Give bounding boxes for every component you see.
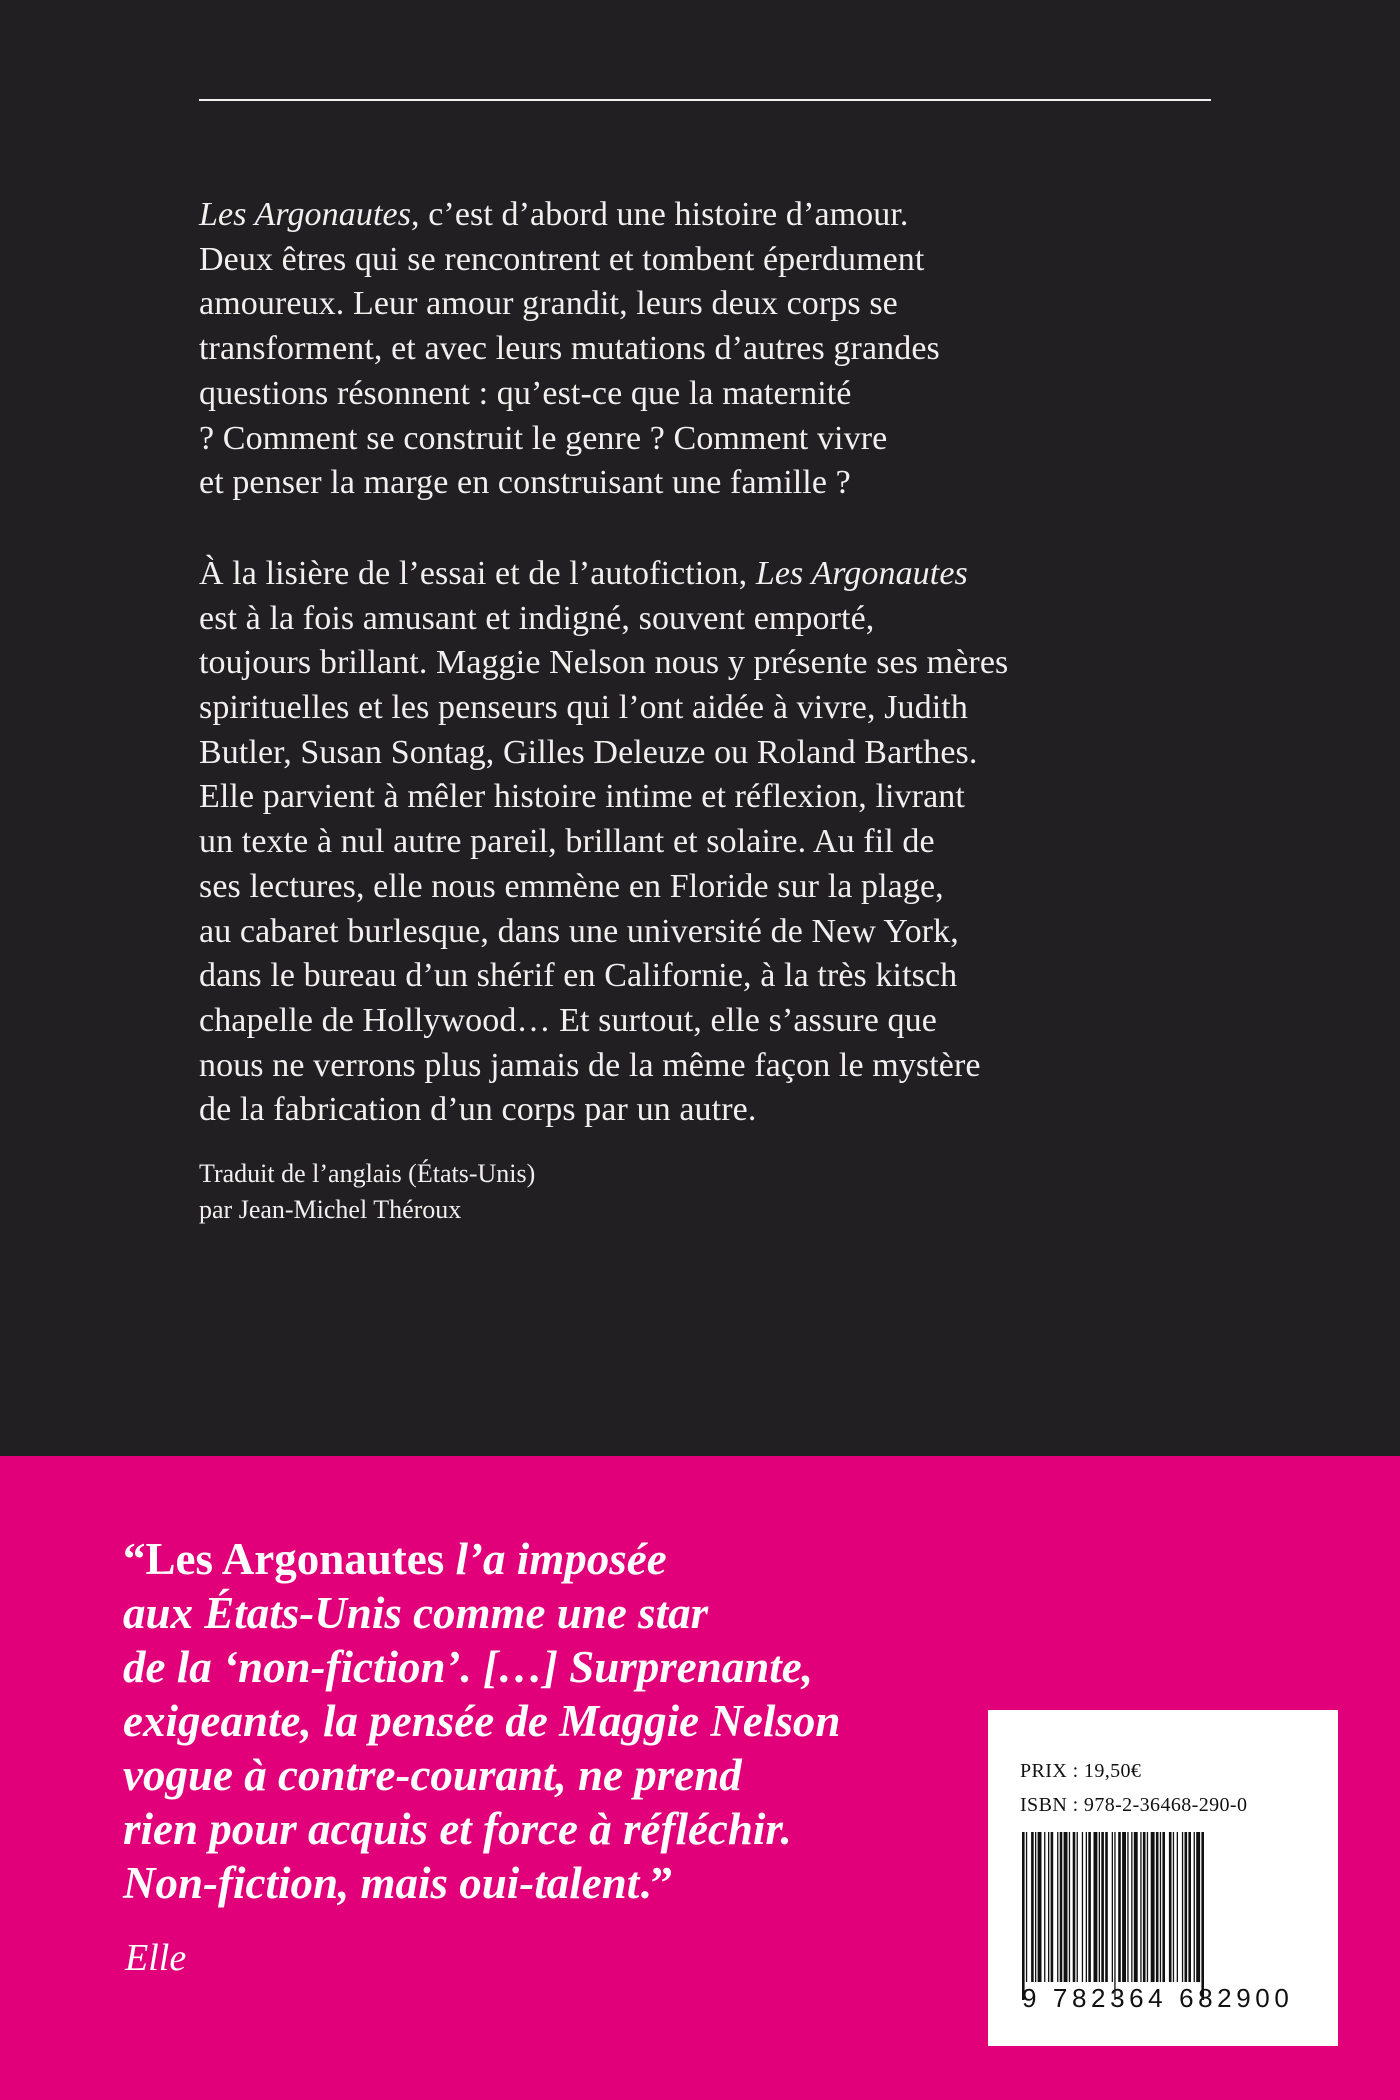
blurb-line: chapelle de Hollywood… Et surtout, elle s’assure que [199,1001,937,1039]
quote-line: Non-fiction, mais oui-talent.” [123,1858,674,1908]
blurb-line: toujours brillant. Maggie Nelson nous y présente ses mères [199,644,1009,682]
quote-line: de la ‘non-fiction’. […] Surprenante, [123,1642,814,1692]
blurb-line: un texte à nul autre pareil, brillant et solaire. Au fil de [199,823,935,861]
credit-line: par Jean-Michel Théroux [199,1195,462,1224]
quote-source: Elle [125,1937,187,1979]
blurb-line: Deux êtres qui se rencontrent et tombent éperdument [199,240,925,278]
barcode-label [988,1710,1338,2046]
top-rule [199,99,1211,101]
blurb-line: amoureux. Leur amour grandit, leurs deux corps se [199,285,898,323]
blurb-line: de la fabrication d’un corps par un autre. [199,1091,757,1129]
book-title: Les Argonautes [199,196,412,233]
quote-line: aux États-Unis comme une star [123,1588,709,1638]
quote-line: rien pour acquis et force à réfléchir. [123,1804,792,1854]
blurb-line: spirituelles et les penseurs qui l’ont aidée à vivre, Judith [199,689,968,727]
blurb-line: au cabaret burlesque, dans une université de New York, [199,912,959,950]
back-cover-pink-panel [0,1456,1400,2100]
blurb-line: Les Argonautes, c’est d’abord une histoire d’amour. [199,196,909,233]
barcode-icon [1020,1832,1310,2000]
price-text: PRIX : 19,50€ [1020,1760,1142,1782]
blurb-line: Butler, Susan Sontag, Gilles Deleuze ou Roland Barthes. [199,733,978,771]
blurb-line: dans le bureau d’un shérif en Californie, à la très kitsch [199,957,958,995]
book-title: Les Argonautes [755,554,968,592]
barcode-digits: 9 782364 682900 [1022,1983,1294,2013]
blurb-line: et penser la marge en construisant une famille ? [199,464,851,502]
blurb-line: ses lectures, elle nous emmène en Floride sur la plage, [199,867,944,905]
blurb-line: est à la fois amusant et indigné, souvent emporté, [199,599,875,637]
credit-line: Traduit de l’anglais (États-Unis) [199,1159,536,1188]
blurb-text [199,193,1219,1133]
blurb-line: À la lisière de l’essai et de l’autofiction, Les Argonautes [199,554,968,592]
blurb-line: Elle parvient à mêler histoire intime et réflexion, livrant [199,778,965,816]
quote-line: vogue à contre-courant, ne prend [123,1750,742,1800]
isbn-text: ISBN : 978-2-36468-290-0 [1020,1794,1248,1816]
translator-credit [199,1156,535,1228]
paragraph-gap [199,506,1219,552]
quote-line: exigeante, la pensée de Maggie Nelson [123,1696,841,1746]
blurb-line: nous ne verrons plus jamais de la même façon le mystère [199,1046,981,1084]
blurb-line: questions résonnent : qu’est-ce que la maternité [199,374,852,412]
quote-line: “Les Argonautes l’a imposée [123,1534,667,1584]
blurb-line: ? Comment se construit le genre ? Comment vivre [199,419,888,457]
blurb-line: transforment, et avec leurs mutations d’autres grandes [199,330,940,368]
